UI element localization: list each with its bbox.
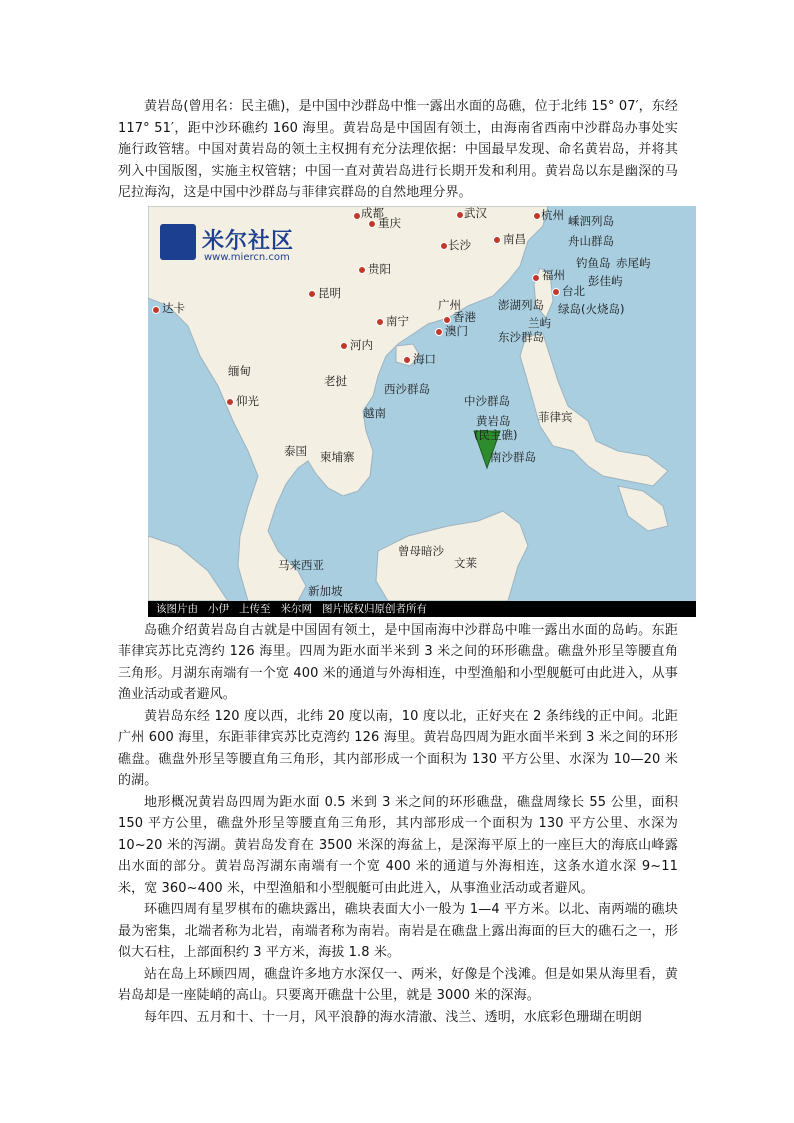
city-dot (358, 266, 366, 274)
intro-paragraph: 黄岩岛(曾用名：民主礁)，是中国中沙群岛中惟一露出水面的岛礁，位于北纬 15° 07′，东经 117° 51′，距中沙环礁约 160 海里。黄岩岛是中国固有领土，由海南省西南中沙群岛办事处实施行政管辖。中国对黄岩岛的领土主权拥有充分法理依据：中国最早发现、命名黄岩岛，并将其列入中国版图，实施主权管辖；中国一直对黄岩岛进行长期开发和利用。黄岩岛以东是幽深的马尼拉海沟，这是中国中沙群岛与菲律宾群岛的自然地理分界。 (118, 99, 678, 200)
city-dot (368, 220, 376, 228)
map-label-xianggang: 香港 (453, 309, 476, 324)
body-paragraph: 地形概况黄岩岛四周为距水面 0.5 米到 3 米之间的环形礁盘，礁盘周缘长 55 公里，面积 150 平方公里，礁盘外形呈等腰直角三角形，其内部形成一个面积为 130 平方公里、水深为 10~20 米的泻湖。黄岩岛发育在 3500 米深的海盆上，是深海平原上的一座巨大的海底山峰露出水面的部分。黄岩岛泻湖东南端有一个宽 400 米的通道与外海相连，这条水道水深 9~11 米，宽 360~400 米，中型渔船和小型舰艇可由此进入，从事渔业活动或者避风。 (118, 794, 678, 896)
map-label-diaoyu: 钓鱼岛 (576, 255, 611, 270)
document-page (118, 96, 678, 1028)
city-dot (533, 212, 541, 220)
map-label-thailand: 泰国 (284, 443, 307, 458)
map-label-taibei: 台北 (562, 283, 585, 298)
map-label-aomen: 澳门 (445, 323, 468, 338)
logo-url: www.miercn.com (204, 251, 290, 263)
map-label-pengjia: 彭佳屿 (588, 273, 623, 288)
map-label-chengdu: 成都 (361, 205, 384, 220)
city-dot (443, 316, 451, 324)
map-label-dongsha: 东沙群岛 (498, 329, 544, 344)
map-label-nansha: 南沙群岛 (490, 449, 536, 464)
body-paragraph: 环礁四周有星罗棋布的礁块露出，礁块表面大小一般为 1—4 平方米。以北、南两端的礁块最为密集，北端者称为北岩，南端者称为南岩。南岩是在礁盘上露出海面的巨大的礁石之一，形似大石柱，上部面积约 3 平方米，海拔 1.8 米。 (118, 902, 678, 960)
map-label-lvdao: 绿岛(火烧岛) (558, 301, 625, 316)
map-label-hanoi: 河内 (350, 337, 373, 352)
city-dot (353, 212, 361, 220)
city-dot (403, 356, 411, 364)
city-dot (376, 318, 384, 326)
map-label-penghu: 澎湖列岛 (498, 297, 544, 312)
city-dot (308, 290, 316, 298)
map-label-dhaka: 达卡 (162, 300, 185, 315)
logo-text: 米尔社区 (202, 228, 295, 254)
city-dot (340, 342, 348, 350)
map-label-yangon: 仰光 (236, 393, 259, 408)
map-label-changsha: 长沙 (448, 237, 471, 252)
map-label-hangzhou: 杭州 (541, 207, 564, 222)
body-paragraph: 站在岛上环顾四周，礁盘许多地方水深仅一、两米，好像是个浅滩。但是如果从海里看，黄岩岛却是一座陡峭的高山。只要离开礁盘十公里，就是 3000 米的深海。 (118, 966, 678, 1003)
map-label-myanmar: 缅甸 (228, 363, 251, 378)
map-label-cambodia: 柬埔寨 (320, 449, 355, 464)
map-label-malaysia: 马来西亚 (278, 557, 324, 572)
map-label-philippines: 菲律宾 (538, 409, 573, 424)
city-dot (493, 236, 501, 244)
city-dot (552, 288, 560, 296)
map-label-laos: 老挝 (324, 373, 347, 388)
map-label-wuhan: 武汉 (464, 205, 487, 220)
map-label-guangzhou: 广州 (438, 297, 461, 312)
body-paragraph: 黄岩岛东经 120 度以西，北纬 20 度以南，10 度以北，正好夹在 2 条纬线的正中间。北距广州 600 海里，东距菲律宾苏比克湾约 126 海里。黄岩岛四周为距水面半米到 3 米之间的环形礁盘。礁盘外形呈等腰直角三角形，其内部形成一个面积为 130 平方公里、水深为 10—20 米的湖。 (118, 708, 678, 788)
city-dot (152, 306, 160, 314)
map-figure (148, 206, 696, 616)
body-paragraph: 每年四、五月和十、十一月，风平浪静的海水清澈、浅兰、透明，水底彩色珊瑚在明朗 (144, 1009, 642, 1025)
mier-logo (160, 224, 330, 268)
map-label-kunming: 昆明 (318, 285, 341, 300)
map-label-minzhu: (民主礁) (474, 427, 518, 442)
city-dot (226, 398, 234, 406)
logo-emblem-icon (160, 224, 196, 260)
map-label-fuzhou: 福州 (542, 267, 565, 282)
map-label-nanning: 南宁 (386, 313, 409, 328)
map-label-xisha: 西沙群岛 (384, 381, 430, 396)
map-label-huangyan: 黄岩岛 (476, 413, 511, 428)
city-dot (456, 211, 464, 219)
body-paragraph: 岛礁介绍黄岩岛自古就是中国固有领土，是中国南海中沙群岛中唯一露出水面的岛屿。东距菲律宾苏比克湾约 126 海里。四周为距水面半米到 3 米之间的环形礁盘。礁盘外形呈等腰直角三角形。月湖东南端有一个宽 400 米的通道与外海相连，中型渔船和小型舰艇可由此进入，从事渔业活动或者避风。 (118, 622, 678, 702)
map-label-chongqing: 重庆 (378, 215, 401, 230)
city-dot (532, 274, 540, 282)
image-caption: 该图片由 小伊 上传至 米尔网 图片版权归原创者所有 (148, 601, 696, 617)
map-label-zengmu: 曾母暗沙 (398, 543, 444, 558)
map-label-chiwei: 赤尾屿 (616, 255, 651, 270)
city-dot (440, 242, 448, 250)
map-label-haikou: 海口 (413, 351, 436, 366)
city-dot (435, 328, 443, 336)
map-label-shengsi: 嵊泗列岛 (568, 213, 614, 228)
map-label-brunei: 文莱 (454, 555, 477, 570)
map-label-guiyang: 贵阳 (368, 261, 391, 276)
map-label-nanchang: 南昌 (503, 231, 526, 246)
map-label-vietnam: 越南 (363, 405, 386, 420)
south-china-sea-map (148, 206, 696, 601)
map-label-zhongsha: 中沙群岛 (464, 393, 510, 408)
map-label-singapore: 新加坡 (308, 583, 343, 598)
map-label-zhoushan: 舟山群岛 (568, 233, 614, 248)
map-label-lanyu: 兰屿 (528, 315, 551, 330)
